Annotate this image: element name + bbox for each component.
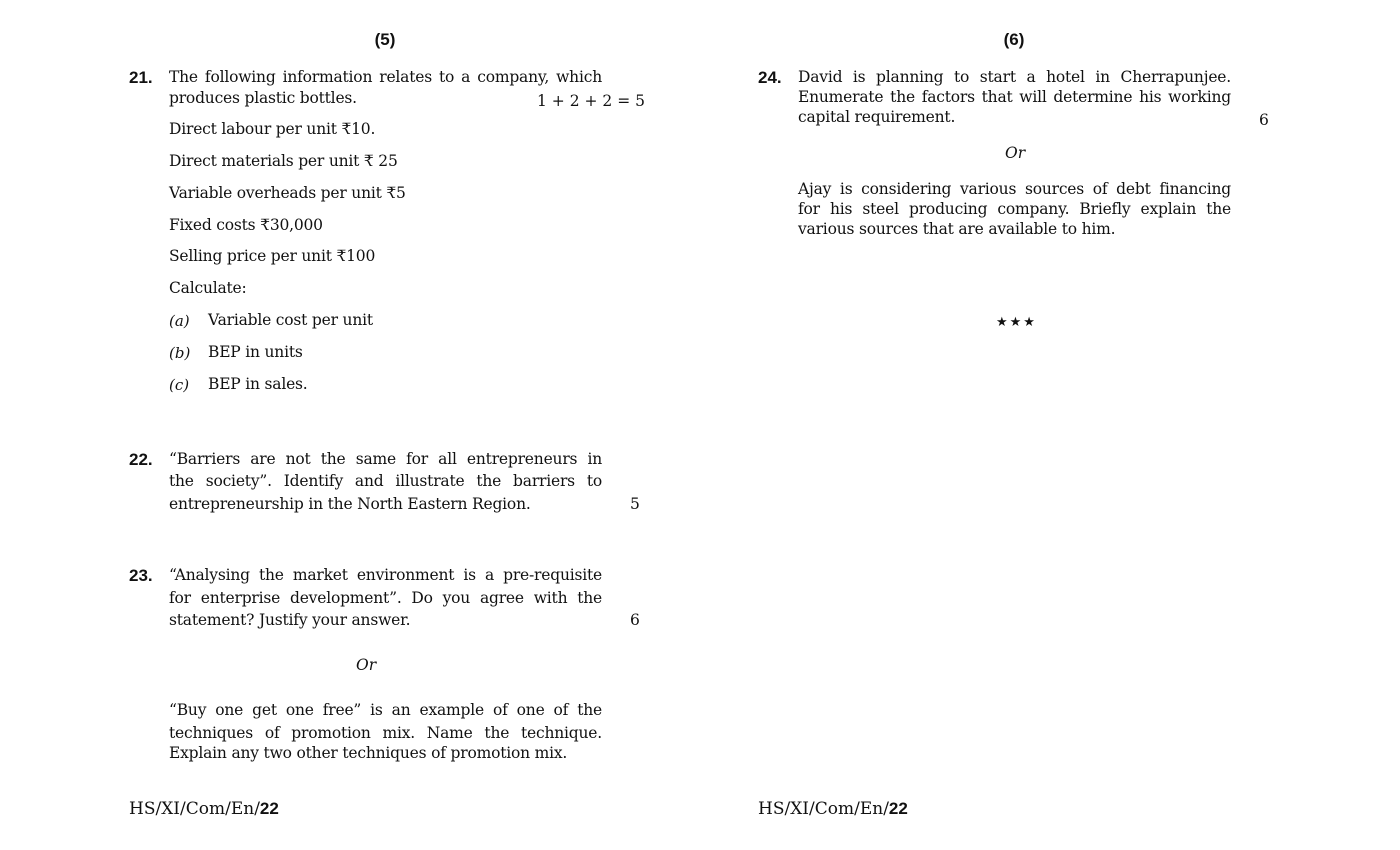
q24-line-3: capital requirement. [798,108,956,126]
page-number: (6) [1003,30,1025,49]
q24-alt-line-1: Ajay is considering various sources of debt financing [798,180,1231,198]
q21-item-direct-labour: Direct labour per unit ₹10. [169,120,376,138]
q21-sub-c-label: (c) [169,376,190,394]
q21-sub-c-text: BEP in sales. [208,375,308,393]
footer-code-number: 22 [888,799,908,818]
question-number-23: 23. [129,566,153,585]
end-of-paper-stars: ★★★ [996,315,1037,330]
q23-or-separator: Or [356,656,377,674]
left-page [129,0,729,850]
q22-marks: 5 [630,495,640,513]
q23-alt-line-3: Explain any two other techniques of promotion mix. [169,744,568,762]
q24-or-separator: Or [1005,144,1026,162]
q21-item-fixed-costs: Fixed costs ₹30,000 [169,216,323,234]
q22-line-2: the society”. Identify and illustrate the barriers to [169,472,602,490]
q23-alt-line-1: “Buy one get one free” is an example of one of the [169,701,602,719]
q24-marks: 6 [1259,111,1269,129]
q22-line-3: entrepreneurship in the North Eastern Region. [169,495,531,513]
q21-item-variable-overheads: Variable overheads per unit ₹5 [169,184,406,202]
page-footer [758,799,908,819]
q21-item-direct-materials: Direct materials per unit ₹ 25 [169,152,398,170]
q21-sub-b-label: (b) [169,344,191,362]
footer-code: HS/XI/Com/En/ [758,799,889,819]
q22-line-1: “Barriers are not the same for all entrepreneurs in [169,450,602,468]
q21-calculate: Calculate: [169,279,247,297]
page-footer [129,799,279,819]
q23-line-3: statement? Justify your answer. [169,611,411,629]
q21-item-selling-price: Selling price per unit ₹100 [169,247,376,265]
question-number-21: 21. [129,68,153,87]
q21-marks: 1 + 2 + 2 = 5 [537,92,645,110]
q24-line-2: Enumerate the factors that will determine his working [798,88,1231,106]
footer-code-number: 22 [259,799,279,818]
q23-alt-line-2: techniques of promotion mix. Name the technique. [169,724,602,742]
q24-alt-line-3: various sources that are available to him. [798,220,1116,238]
q23-line-2: for enterprise development”. Do you agree with the [169,589,602,607]
question-number-24: 24. [758,68,782,87]
q21-sub-b-text: BEP in units [208,343,303,361]
q21-sub-a-text: Variable cost per unit [208,311,373,329]
q21-line-1: The following information relates to a company, which [169,68,602,86]
question-number-22: 22. [129,450,153,469]
page-number: (5) [374,30,396,49]
right-page [758,0,1358,850]
q23-marks: 6 [630,611,640,629]
q23-line-1: “Analysing the market environment is a pre-requisite [169,566,602,584]
q24-alt-line-2: for his steel producing company. Briefly explain the [798,200,1231,218]
footer-code: HS/XI/Com/En/ [129,799,260,819]
q24-line-1: David is planning to start a hotel in Cherrapunjee. [798,68,1231,86]
q21-sub-a-label: (a) [169,312,190,330]
q21-line-2: produces plastic bottles. [169,89,357,107]
